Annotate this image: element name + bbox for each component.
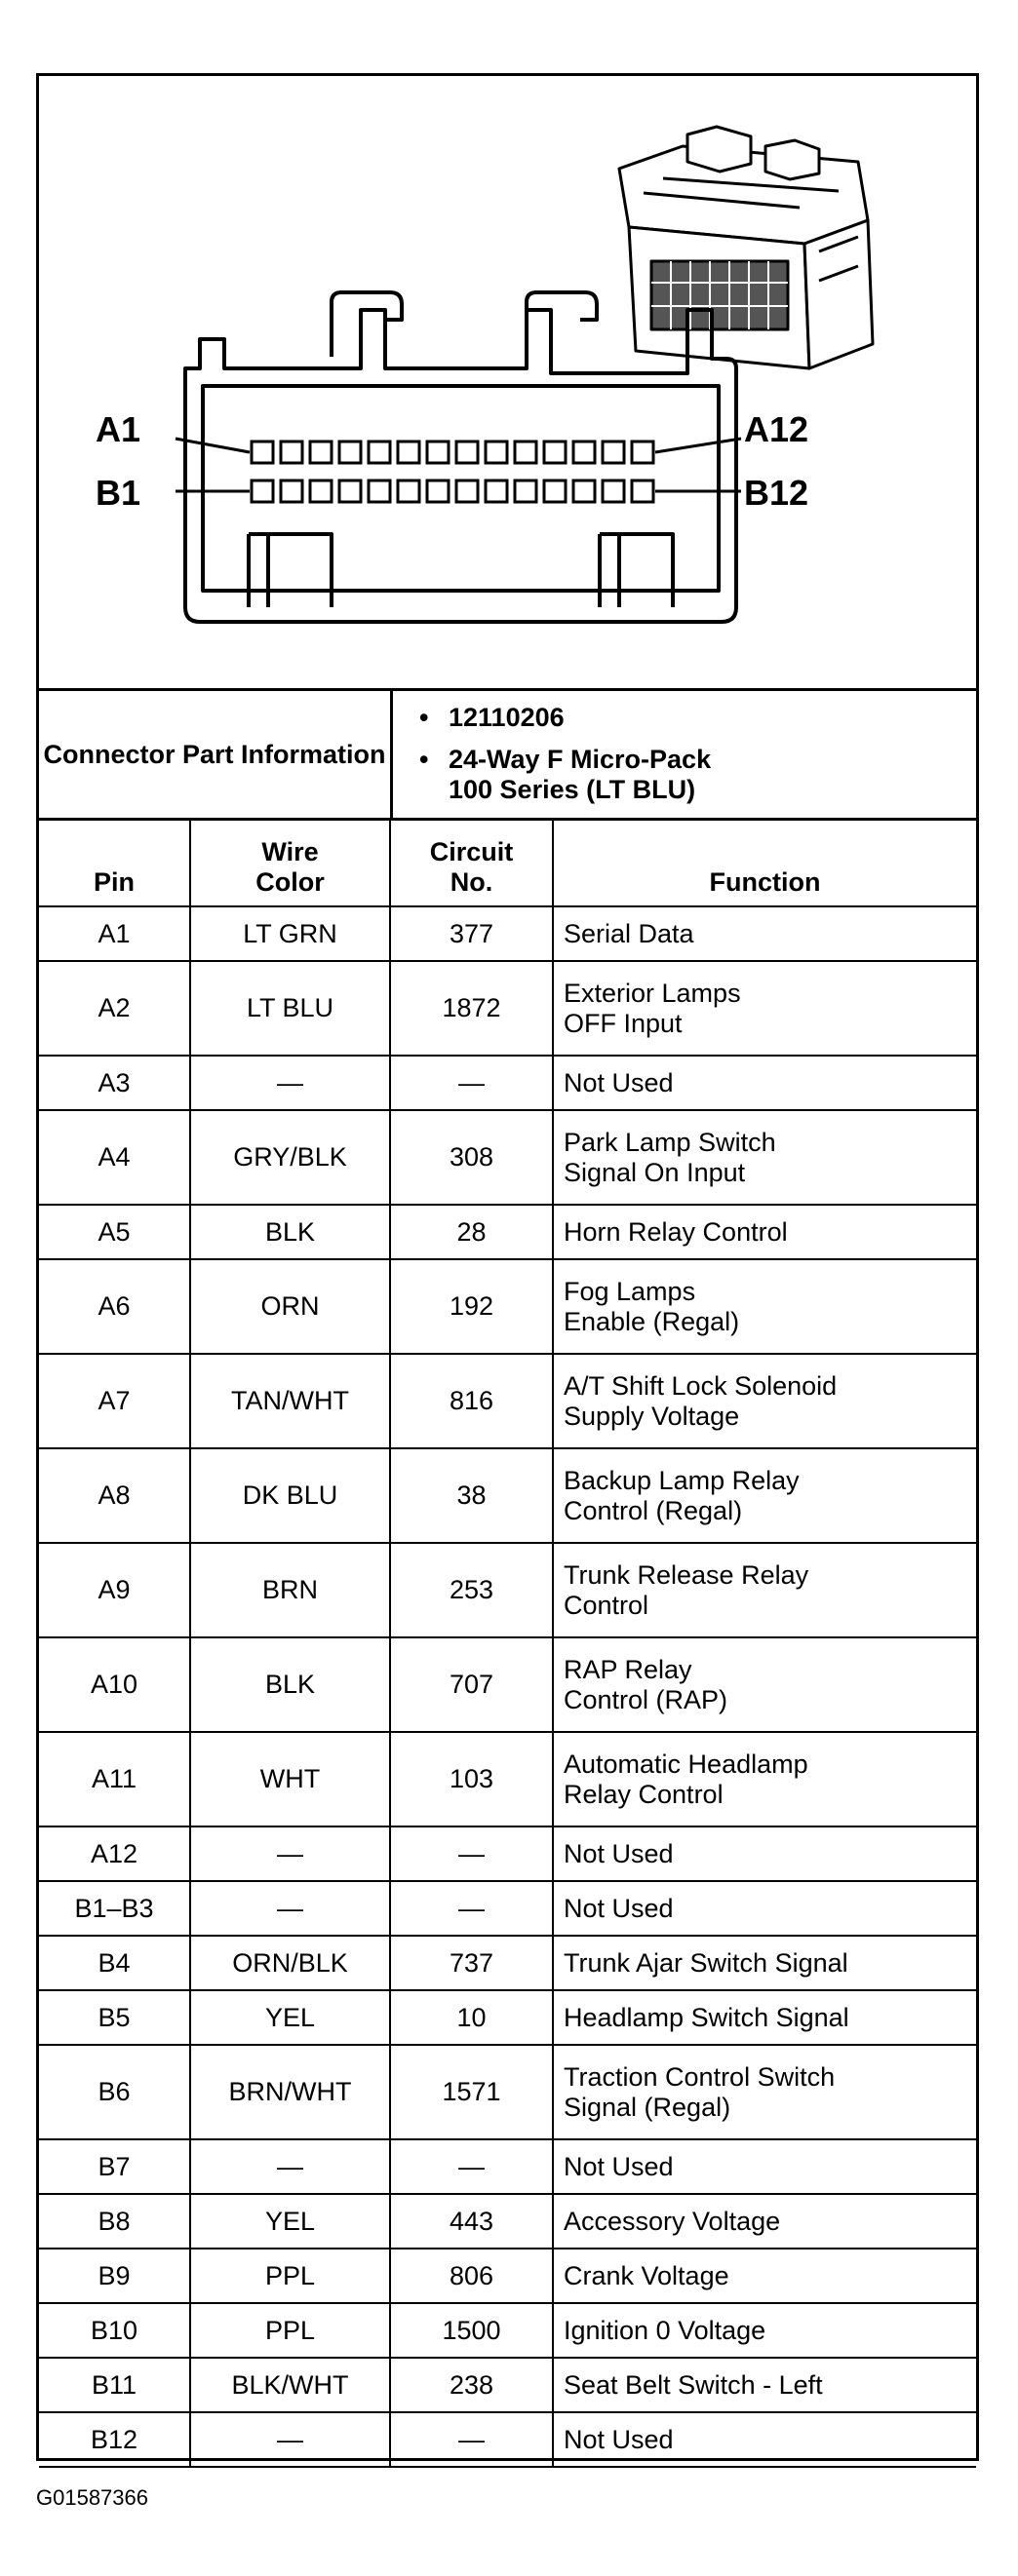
pin-cell: B8: [39, 2194, 190, 2249]
pin-cell: A11: [39, 1732, 190, 1826]
header-wire-color: Wire Color: [190, 818, 390, 906]
function-cell: Not Used: [553, 1881, 976, 1936]
function-cell: Seat Belt Switch - Left: [553, 2358, 976, 2412]
part-number-row: [419, 703, 711, 733]
pin-cell: B10: [39, 2303, 190, 2358]
table-row: [39, 906, 976, 961]
wire-color-cell: —: [190, 2139, 390, 2194]
circuit-cell: 816: [390, 1354, 553, 1448]
function-cell: A/T Shift Lock Solenoid Supply Voltage: [553, 1354, 976, 1448]
circuit-cell: —: [390, 2139, 553, 2194]
table-row: [39, 1881, 976, 1936]
circuit-cell: 10: [390, 1990, 553, 2045]
table-row: [39, 2139, 976, 2194]
pinout-header-row: [39, 818, 976, 906]
wire-color-cell: ORN/BLK: [190, 1936, 390, 1990]
table-row: [39, 1936, 976, 1990]
connector-info-bullets: [419, 703, 711, 817]
table-row: [39, 2045, 976, 2139]
function-cell: Headlamp Switch Signal: [553, 1990, 976, 2045]
wire-color-cell: BRN/WHT: [190, 2045, 390, 2139]
figure-id: G01587366: [36, 2485, 148, 2510]
circuit-cell: 38: [390, 1448, 553, 1543]
wire-color-cell: ORN: [190, 1259, 390, 1354]
table-row: [39, 2358, 976, 2412]
bullet-icon: •: [419, 745, 429, 774]
wire-color-cell: —: [190, 1881, 390, 1936]
circuit-cell: 192: [390, 1259, 553, 1354]
table-row: [39, 1056, 976, 1110]
pin-cell: A3: [39, 1056, 190, 1110]
table-row: [39, 1637, 976, 1732]
table-row: [39, 1990, 976, 2045]
part-number: 12110206: [449, 703, 565, 732]
pinout-table: [39, 818, 976, 2468]
circuit-cell: —: [390, 1826, 553, 1881]
connector-face-illustration: [39, 76, 976, 688]
pin-cell: A2: [39, 961, 190, 1056]
function-cell: Not Used: [553, 2412, 976, 2467]
pin-cell: B9: [39, 2249, 190, 2303]
pin-cell: A4: [39, 1110, 190, 1205]
circuit-cell: 238: [390, 2358, 553, 2412]
connector-part-information: [39, 691, 976, 821]
bullet-icon: •: [419, 703, 429, 732]
circuit-cell: 1571: [390, 2045, 553, 2139]
pin-cell: B1–B3: [39, 1881, 190, 1936]
pin-cell: A6: [39, 1259, 190, 1354]
table-row: [39, 1448, 976, 1543]
wire-color-cell: BLK: [190, 1205, 390, 1259]
header-circuit-no: Circuit No.: [390, 818, 553, 906]
label-a12: A12: [744, 409, 809, 449]
wire-color-cell: BLK: [190, 1637, 390, 1732]
function-cell: Backup Lamp Relay Control (Regal): [553, 1448, 976, 1543]
circuit-cell: 443: [390, 2194, 553, 2249]
function-cell: Automatic Headlamp Relay Control: [553, 1732, 976, 1826]
table-row: [39, 1354, 976, 1448]
wire-color-cell: —: [190, 2412, 390, 2467]
circuit-cell: 253: [390, 1543, 553, 1637]
connector-description: 24-Way F Micro-Pack 100 Series (LT BLU): [449, 745, 712, 804]
pin-cell: B12: [39, 2412, 190, 2467]
function-cell: Crank Voltage: [553, 2249, 976, 2303]
pin-cell: B5: [39, 1990, 190, 2045]
wire-color-cell: LT BLU: [190, 961, 390, 1056]
wire-color-cell: PPL: [190, 2249, 390, 2303]
label-a1: A1: [96, 409, 141, 449]
pin-cell: A9: [39, 1543, 190, 1637]
table-row: [39, 2249, 976, 2303]
pin-cell: B7: [39, 2139, 190, 2194]
circuit-cell: 28: [390, 1205, 553, 1259]
circuit-cell: 1872: [390, 961, 553, 1056]
circuit-cell: —: [390, 2412, 553, 2467]
wire-color-cell: DK BLU: [190, 1448, 390, 1543]
function-cell: Not Used: [553, 2139, 976, 2194]
pinout-rows: [39, 906, 976, 2467]
wire-color-cell: —: [190, 1826, 390, 1881]
function-cell: Fog Lamps Enable (Regal): [553, 1259, 976, 1354]
wire-color-cell: BLK/WHT: [190, 2358, 390, 2412]
wire-color-cell: GRY/BLK: [190, 1110, 390, 1205]
function-cell: Not Used: [553, 1056, 976, 1110]
circuit-cell: 103: [390, 1732, 553, 1826]
function-cell: Trunk Ajar Switch Signal: [553, 1936, 976, 1990]
function-cell: RAP Relay Control (RAP): [553, 1637, 976, 1732]
function-cell: Ignition 0 Voltage: [553, 2303, 976, 2358]
wire-color-cell: WHT: [190, 1732, 390, 1826]
connector-info-label: Connector Part Information: [39, 691, 393, 818]
circuit-cell: —: [390, 1056, 553, 1110]
wire-color-cell: LT GRN: [190, 906, 390, 961]
function-cell: Exterior Lamps OFF Input: [553, 961, 976, 1056]
circuit-cell: 1500: [390, 2303, 553, 2358]
wire-color-cell: —: [190, 1056, 390, 1110]
header-function: Function: [553, 818, 976, 906]
table-row: [39, 2412, 976, 2467]
function-cell: Accessory Voltage: [553, 2194, 976, 2249]
circuit-cell: —: [390, 1881, 553, 1936]
table-row: [39, 1826, 976, 1881]
table-row: [39, 2194, 976, 2249]
table-row: [39, 2303, 976, 2358]
table-row: [39, 961, 976, 1056]
label-b1: B1: [96, 473, 141, 513]
table-row: [39, 1732, 976, 1826]
pin-cell: A5: [39, 1205, 190, 1259]
pin-cell: A12: [39, 1826, 190, 1881]
circuit-cell: 377: [390, 906, 553, 961]
wire-color-cell: BRN: [190, 1543, 390, 1637]
wire-color-cell: YEL: [190, 2194, 390, 2249]
function-cell: Not Used: [553, 1826, 976, 1881]
table-row: [39, 1259, 976, 1354]
pin-cell: B11: [39, 2358, 190, 2412]
wire-color-cell: PPL: [190, 2303, 390, 2358]
pin-cell: A8: [39, 1448, 190, 1543]
function-cell: Park Lamp Switch Signal On Input: [553, 1110, 976, 1205]
pin-row-b: [252, 481, 653, 502]
wire-color-cell: TAN/WHT: [190, 1354, 390, 1448]
pin-cell: A10: [39, 1637, 190, 1732]
pin-cell: A7: [39, 1354, 190, 1448]
function-cell: Serial Data: [553, 906, 976, 961]
circuit-cell: 707: [390, 1637, 553, 1732]
pin-cell: A1: [39, 906, 190, 961]
circuit-cell: 308: [390, 1110, 553, 1205]
circuit-cell: 806: [390, 2249, 553, 2303]
table-row: [39, 1110, 976, 1205]
function-cell: Traction Control Switch Signal (Regal): [553, 2045, 976, 2139]
connector-sheet: [36, 73, 979, 2461]
table-row: [39, 1205, 976, 1259]
function-cell: Trunk Release Relay Control: [553, 1543, 976, 1637]
circuit-cell: 737: [390, 1936, 553, 1990]
description-row: [419, 745, 711, 805]
pin-cell: B6: [39, 2045, 190, 2139]
header-pin: Pin: [39, 818, 190, 906]
wire-color-cell: YEL: [190, 1990, 390, 2045]
connector-diagram: [39, 76, 976, 691]
table-row: [39, 1543, 976, 1637]
pin-row-a: [252, 442, 653, 463]
connector-3d-view: [619, 127, 873, 368]
function-cell: Horn Relay Control: [553, 1205, 976, 1259]
pin-cell: B4: [39, 1936, 190, 1990]
label-b12: B12: [744, 473, 809, 513]
